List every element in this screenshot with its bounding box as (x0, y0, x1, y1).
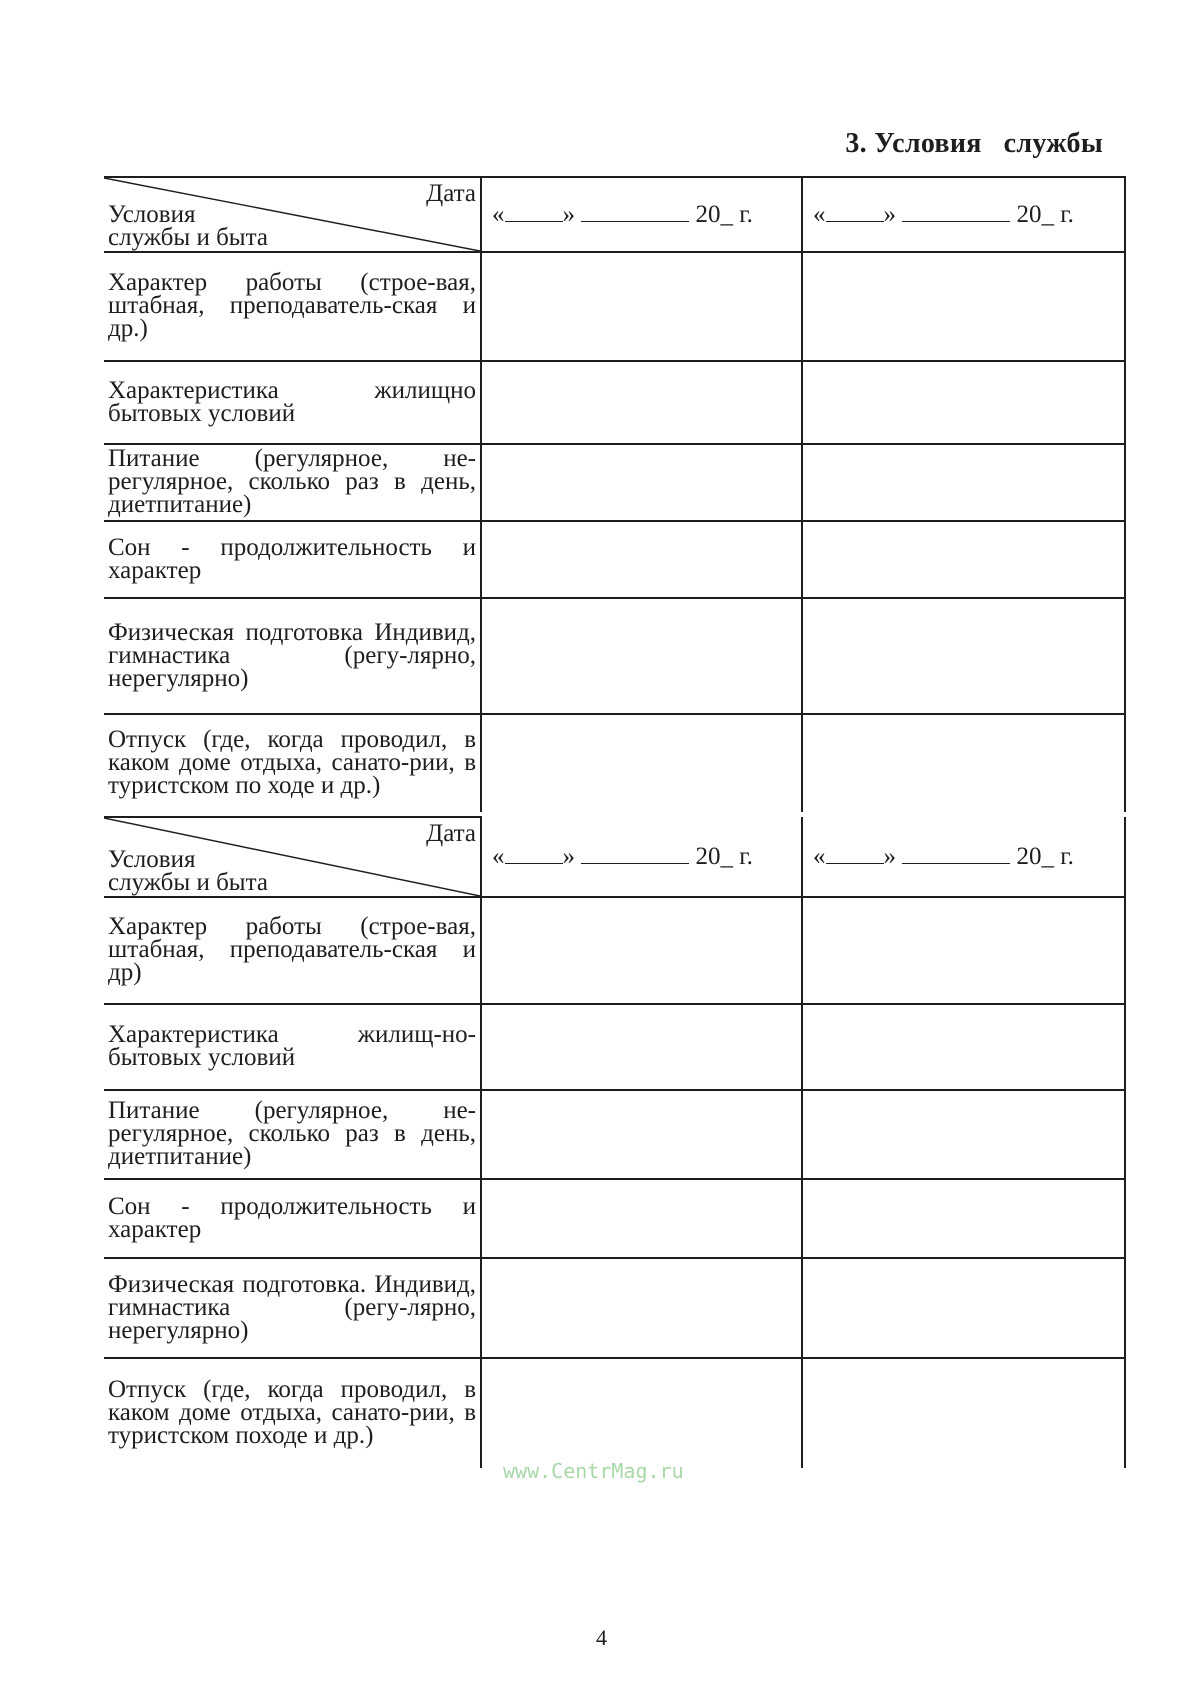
row-label: Характеристика жилищно бытовых условий (104, 361, 481, 444)
row-label: Физическая подготовка Индивид, гимнастика (регу-лярно, нерегулярно) (104, 598, 481, 714)
table-header-row (104, 817, 1125, 897)
page-number: 4 (596, 1625, 607, 1650)
date-close-quote: » (562, 842, 575, 870)
header-conditions-label (108, 848, 268, 894)
date-open-quote: « (813, 842, 826, 870)
entry-cell[interactable] (802, 714, 1125, 812)
entry-cell[interactable] (802, 897, 1125, 1004)
table-row (104, 361, 1125, 444)
table-row (104, 1258, 1125, 1358)
date-year: 20_ г. (695, 842, 753, 870)
table-row (104, 1090, 1125, 1179)
date-close-quote: » (883, 842, 896, 870)
entry-cell[interactable] (802, 1090, 1125, 1179)
date-field-2[interactable] (802, 817, 1125, 897)
header-corner-cell (104, 177, 481, 252)
date-year: 20_ г. (1016, 200, 1074, 228)
table-row (104, 714, 1125, 812)
entry-cell[interactable] (802, 598, 1125, 714)
date-field-1[interactable] (481, 817, 802, 897)
row-label: Отпуск (где, когда проводил, в каком доме отдыха, санато-рии, в туристском походе и др.) (104, 1358, 481, 1468)
date-open-quote: « (813, 200, 826, 228)
date-open-quote: « (492, 200, 505, 228)
entry-cell[interactable] (481, 1004, 802, 1090)
entry-cell[interactable] (481, 444, 802, 521)
row-label: Характер работы (строе-вая, штабная, преподаватель-ская и др) (104, 897, 481, 1004)
date-year: 20_ г. (1016, 842, 1074, 870)
entry-cell[interactable] (802, 361, 1125, 444)
day-blank[interactable] (505, 847, 563, 864)
row-label: Сон - продолжительность и характер (104, 521, 481, 598)
date-year: 20_ г. (695, 200, 753, 228)
conditions-table-1 (104, 176, 1126, 812)
entry-cell[interactable] (481, 897, 802, 1004)
table-row (104, 444, 1125, 521)
row-label: Питание (регулярное, не-регулярное, сколько раз в день, диетпитание) (104, 1090, 481, 1179)
entry-cell[interactable] (481, 252, 802, 361)
date-open-quote: « (492, 842, 505, 870)
entry-cell[interactable] (802, 1358, 1125, 1468)
table-row (104, 1179, 1125, 1258)
entry-cell[interactable] (481, 361, 802, 444)
table-row (104, 598, 1125, 714)
entry-cell[interactable] (481, 714, 802, 812)
entry-cell[interactable] (802, 444, 1125, 521)
day-blank[interactable] (826, 847, 884, 864)
table-row (104, 521, 1125, 598)
entry-cell[interactable] (802, 1258, 1125, 1358)
entry-cell[interactable] (481, 598, 802, 714)
entry-cell[interactable] (802, 1179, 1125, 1258)
day-blank[interactable] (505, 205, 563, 222)
table-row (104, 1358, 1125, 1468)
row-label: Питание (регулярное, не-регулярное, сколько раз в день, диетпитание) (104, 444, 481, 521)
month-blank[interactable] (581, 205, 689, 222)
entry-cell[interactable] (802, 252, 1125, 361)
table-row (104, 252, 1125, 361)
header-conditions-line-1: Условия (108, 846, 196, 873)
header-date-label: Дата (426, 180, 476, 207)
month-blank[interactable] (581, 847, 689, 864)
table-row (104, 897, 1125, 1004)
header-conditions-line-1: Условия (108, 201, 196, 228)
table-header-row (104, 177, 1125, 252)
entry-cell[interactable] (481, 1179, 802, 1258)
entry-cell[interactable] (802, 1004, 1125, 1090)
header-date-label: Дата (426, 820, 476, 847)
entry-cell[interactable] (481, 521, 802, 598)
date-field-2[interactable] (802, 177, 1125, 252)
date-field-1[interactable] (481, 177, 802, 252)
row-label: Характеристика жилищ-но-бытовых условий (104, 1004, 481, 1090)
conditions-table-2 (104, 816, 1126, 1468)
month-blank[interactable] (902, 847, 1010, 864)
entry-cell[interactable] (481, 1090, 802, 1179)
entry-cell[interactable] (802, 521, 1125, 598)
entry-cell[interactable] (481, 1258, 802, 1358)
header-conditions-line-2: службы и быта (108, 224, 268, 251)
table-row (104, 1004, 1125, 1090)
day-blank[interactable] (826, 205, 884, 222)
entry-cell[interactable] (481, 1358, 802, 1468)
date-close-quote: » (562, 200, 575, 228)
date-close-quote: » (883, 200, 896, 228)
watermark: www.CentrMag.ru (503, 1459, 684, 1483)
header-conditions-label (108, 203, 268, 249)
month-blank[interactable] (902, 205, 1010, 222)
row-label: Характер работы (строе-вая, штабная, преподаватель-ская и др.) (104, 252, 481, 361)
row-label: Физическая подготовка. Индивид, гимнастика (регу-лярно, нерегулярно) (104, 1258, 481, 1358)
row-label: Отпуск (где, когда проводил, в каком доме отдыха, санато-рии, в туристском по ходе и др.) (104, 714, 481, 812)
header-conditions-line-2: службы и быта (108, 869, 268, 896)
section-title: 3. Условия службы (845, 128, 1103, 159)
row-label: Сон - продолжительность и характер (104, 1179, 481, 1258)
header-corner-cell (104, 817, 481, 897)
